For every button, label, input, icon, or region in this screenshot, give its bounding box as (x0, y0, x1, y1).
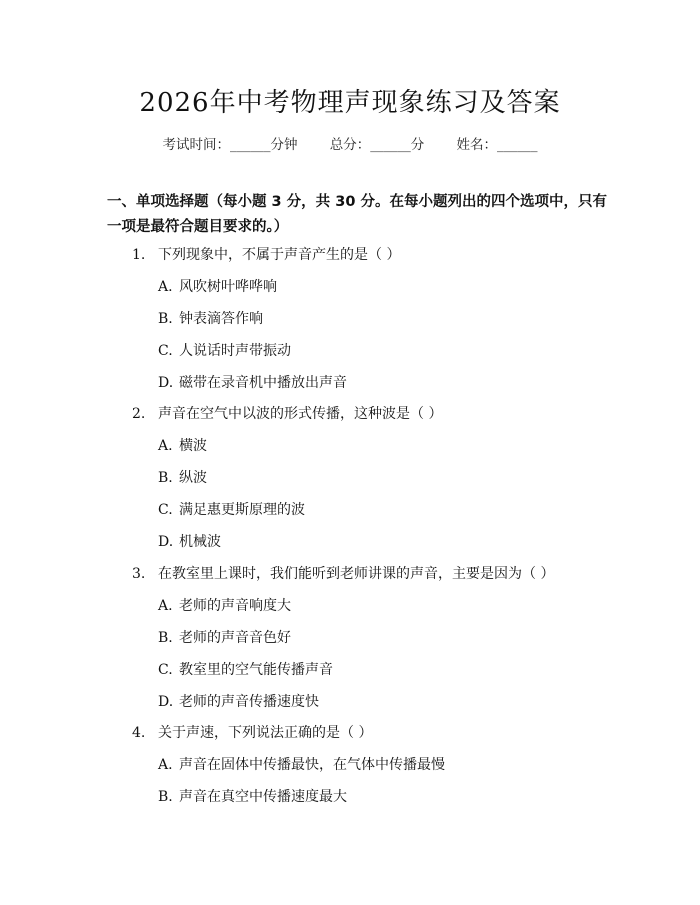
question-number: 4. (132, 725, 146, 741)
option-letter: B. (158, 311, 173, 327)
option-letter: D. (158, 375, 174, 391)
question-text: 关于声速，下列说法正确的是（ ） (158, 725, 373, 741)
option-letter: C. (158, 662, 173, 678)
option-text: 风吹树叶哗哗响 (179, 279, 277, 295)
q1-option-a (158, 276, 277, 296)
question-number: 3. (132, 566, 146, 582)
q2-option-c (158, 499, 305, 519)
option-text: 人说话时声带振动 (179, 343, 291, 359)
option-text: 磁带在录音机中播放出声音 (179, 375, 347, 391)
q3-option-b (158, 627, 291, 647)
total-score-blank: ______ (370, 137, 411, 153)
option-text: 钟表滴答作响 (179, 311, 263, 327)
exam-info-row (0, 133, 700, 153)
question-number: 2. (132, 406, 146, 422)
option-text: 老师的声音音色好 (179, 630, 291, 646)
option-letter: A. (158, 598, 173, 614)
total-score-unit: 分 (410, 137, 425, 153)
q2-option-b (158, 467, 207, 487)
option-text: 老师的声音响度大 (179, 598, 291, 614)
option-text: 机械波 (179, 534, 221, 550)
question-2 (132, 403, 442, 423)
option-text: 纵波 (179, 470, 207, 486)
option-letter: B. (158, 789, 173, 805)
option-letter: C. (158, 502, 173, 518)
question-text: 声音在空气中以波的形式传播，这种波是（ ） (158, 406, 443, 422)
q2-option-d (158, 531, 221, 551)
option-text: 满足惠更斯原理的波 (179, 502, 305, 518)
question-3 (132, 563, 554, 583)
option-letter: B. (158, 470, 173, 486)
question-1 (132, 244, 400, 264)
student-name-field (457, 133, 538, 153)
option-letter: A. (158, 438, 173, 454)
q3-option-d (158, 691, 319, 711)
q3-option-c (158, 659, 333, 679)
document-title: 2026年中考物理声现象练习及答案 (139, 88, 561, 118)
question-text: 下列现象中，不属于声音产生的是（ ） (158, 247, 401, 263)
question-text: 在教室里上课时，我们能听到老师讲课的声音，主要是因为（ ） (158, 566, 555, 582)
q2-option-a (158, 435, 207, 455)
option-letter: B. (158, 630, 173, 646)
student-name-label: 姓名： (456, 137, 498, 153)
option-letter: D. (158, 694, 174, 710)
q4-option-a (158, 754, 445, 774)
total-score-label: 总分： (329, 137, 371, 153)
q1-option-c (158, 340, 291, 360)
option-letter: A. (158, 757, 173, 773)
option-text: 声音在固体中传播最快，在气体中传播最慢 (179, 757, 445, 773)
option-text: 声音在真空中传播速度最大 (179, 789, 347, 805)
q1-option-d (158, 372, 347, 392)
section-1-header: 一、单项选择题（每小题 3 分，共 30 分。在每小题列出的四个选项中，只有一项是最符合题目要求的。） (107, 194, 607, 235)
option-text: 横波 (179, 438, 207, 454)
option-text: 老师的声音传播速度快 (179, 694, 319, 710)
question-number: 1. (132, 247, 146, 263)
total-score-field (330, 133, 425, 153)
exam-time-blank: ______ (229, 137, 271, 153)
student-name-blank: ______ (497, 137, 538, 153)
q4-option-b (158, 786, 347, 806)
option-letter: A. (158, 279, 173, 295)
option-letter: D. (158, 534, 174, 550)
exam-time-field (162, 133, 297, 153)
exam-time-label: 考试时间： (162, 137, 230, 153)
q1-option-b (158, 308, 263, 328)
question-4 (132, 722, 372, 742)
q3-option-a (158, 595, 291, 615)
option-text: 教室里的空气能传播声音 (179, 662, 333, 678)
option-letter: C. (158, 343, 173, 359)
exam-time-unit: 分钟 (270, 137, 298, 153)
